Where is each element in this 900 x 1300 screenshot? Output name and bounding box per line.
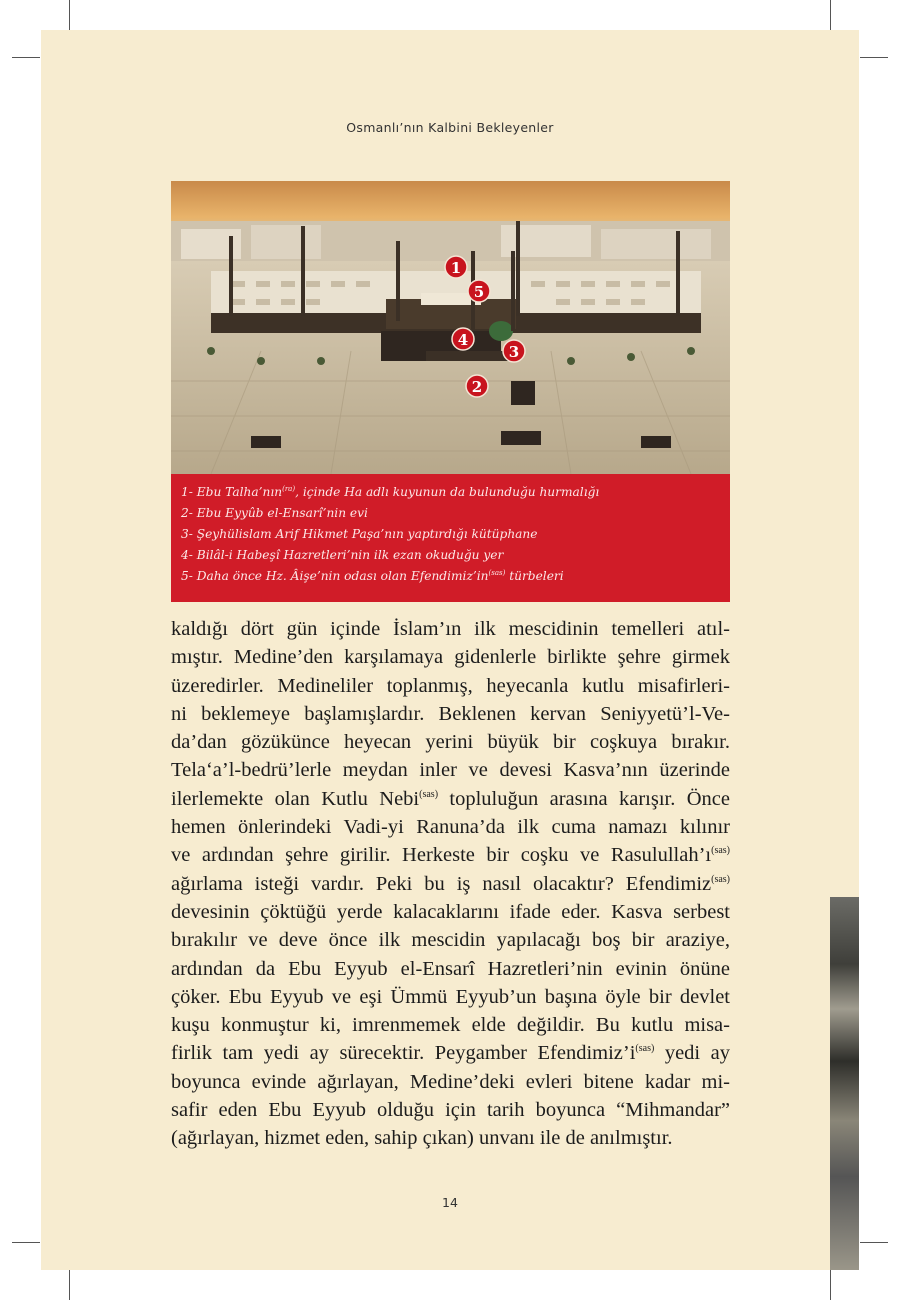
caption-text: 1- Ebu Talha’nın <box>181 485 283 499</box>
mosque-illustration <box>171 181 730 474</box>
body-line <box>171 700 730 728</box>
body-superscript: (sas) <box>711 873 730 885</box>
body-text: kuşu konmuştur ki, imrenmemek elde değildir. Bu kutlu misa- <box>171 1014 730 1037</box>
caption-line <box>181 503 720 524</box>
crop-mark <box>69 1270 70 1300</box>
body-line <box>171 1096 730 1124</box>
caption-superscript: (ra) <box>282 485 296 493</box>
body-superscript: (sas) <box>635 1043 655 1055</box>
body-text: hemen önlerindeki Vadi-yi Ranuna’da ilk cuma namazı kılınır <box>171 816 730 839</box>
crop-mark <box>12 1242 40 1243</box>
page-number: 14 <box>442 1195 458 1210</box>
body-text: mıştır. Medine’den karşılamaya gidenlerle birlikte şehre girmek <box>171 646 730 669</box>
body-text: ağırlama isteği vardır. Peki bu iş nasıl olacaktır? Efendimiz <box>171 872 712 895</box>
body-line <box>171 1068 730 1096</box>
crop-mark <box>830 1270 831 1300</box>
body-line <box>171 615 730 643</box>
marker-4 <box>452 328 474 350</box>
body-line <box>171 926 730 954</box>
caption-text: 3- Şeyhülislam Arif Hikmet Paşa’nın yaptırdığı kütüphane <box>181 527 538 541</box>
body-line <box>171 756 730 784</box>
body-line <box>171 672 730 700</box>
caption-text: 4- Bilâl-i Habeşî Hazretleri’nin ilk ezan okuduğu yer <box>181 548 504 562</box>
body-line <box>171 841 730 869</box>
body-text: topluluğun arasına karışır. Önce <box>438 787 730 810</box>
caption-superscript: (sas) <box>488 569 506 577</box>
body-text: da’dan gözükünce heyecan yerini büyük bir coşkuya bırakır. <box>171 731 730 754</box>
mosque-aerial-photo <box>171 181 730 474</box>
body-text: boyunca evinde ağırlayan, Medine’deki evleri bitene kadar mi- <box>171 1070 730 1093</box>
body-text: (ağırlayan, hizmet eden, sahip çıkan) unvanı ile de anılmıştır. <box>171 1127 673 1150</box>
marker-3-label: 3 <box>508 343 520 361</box>
marker-5-label: 5 <box>473 283 485 301</box>
marker-4-label: 4 <box>457 331 469 349</box>
body-text: devesinin çöktüğü yerde kalacaklarını ifade eder. Kasva serbest <box>171 900 730 923</box>
body-line <box>171 1011 730 1039</box>
caption-text: türbeleri <box>505 569 564 583</box>
body-superscript: (sas) <box>711 845 730 857</box>
caption-line <box>181 566 720 587</box>
caption-text: 2- Ebu Eyyûb el-Ensarî’nin evi <box>181 506 368 520</box>
body-paragraph <box>171 615 730 1153</box>
bleed-photo-strip <box>830 897 859 1270</box>
caption-line <box>181 524 720 545</box>
body-line <box>171 870 730 898</box>
marker-5 <box>468 280 490 302</box>
crop-mark <box>12 57 40 58</box>
body-line <box>171 955 730 983</box>
body-text: ve ardından şehre girilir. Herkeste bir coşku ve Rasulullah’ı <box>171 844 712 867</box>
marker-3 <box>503 340 525 362</box>
crop-mark <box>860 1242 888 1243</box>
body-text: Tela‘a’l-bedrü’lerle meydan inler ve devesi Kasva’nın üzerinde <box>171 759 730 782</box>
crop-mark <box>860 57 888 58</box>
crop-mark <box>69 0 70 30</box>
body-line <box>171 1039 730 1067</box>
body-text: çöker. Ebu Eyyub ve eşi Ümmü Eyyub’un başına öyle bir devlet <box>171 985 730 1008</box>
figure-caption <box>171 474 730 602</box>
marker-1-label: 1 <box>450 259 462 277</box>
body-text: bırakılır ve deve önce ilk mescidin yapılacağı boş bir araziye, <box>171 929 730 952</box>
body-text: firlik tam yedi ay sürecektir. Peygamber Efendimiz’i <box>171 1042 636 1065</box>
body-superscript: (sas) <box>419 788 439 800</box>
body-text: yedi ay <box>654 1042 730 1065</box>
body-text: ilerlemekte olan Kutlu Nebi <box>171 787 420 810</box>
caption-text: 5- Daha önce Hz. Âişe’nin odası olan Efendimiz’in <box>181 569 489 583</box>
caption-text: , içinde Ha adlı kuyunun da bulunduğu hurmalığı <box>295 485 600 499</box>
marker-2-label: 2 <box>471 378 483 396</box>
body-text: ni beklemeye başlamışlardır. Beklenen kervan Seniyyetü’l-Ve- <box>171 702 730 725</box>
body-text: üzeredirler. Medineliler toplanmış, heyecanla kutlu misafirleri- <box>171 674 730 697</box>
crop-mark <box>830 0 831 30</box>
running-head: Osmanlı’nın Kalbini Bekleyenler <box>346 120 554 135</box>
body-text: ardından da Ebu Eyyub el-Ensarî Hazretleri’nin evinin önüne <box>171 957 730 980</box>
body-text: safir eden Ebu Eyyub olduğu için tarih boyunca “Mihmandar” <box>171 1099 730 1122</box>
caption-line <box>181 545 720 566</box>
body-line <box>171 1124 730 1152</box>
body-line <box>171 785 730 813</box>
body-line <box>171 983 730 1011</box>
marker-1 <box>445 256 467 278</box>
caption-line <box>181 482 720 503</box>
body-line <box>171 813 730 841</box>
body-text: kaldığı dört gün içinde İslam’ın ilk mescidinin temelleri atıl- <box>171 618 730 640</box>
body-line <box>171 898 730 926</box>
body-line <box>171 728 730 756</box>
marker-2 <box>466 375 488 397</box>
body-line <box>171 643 730 671</box>
